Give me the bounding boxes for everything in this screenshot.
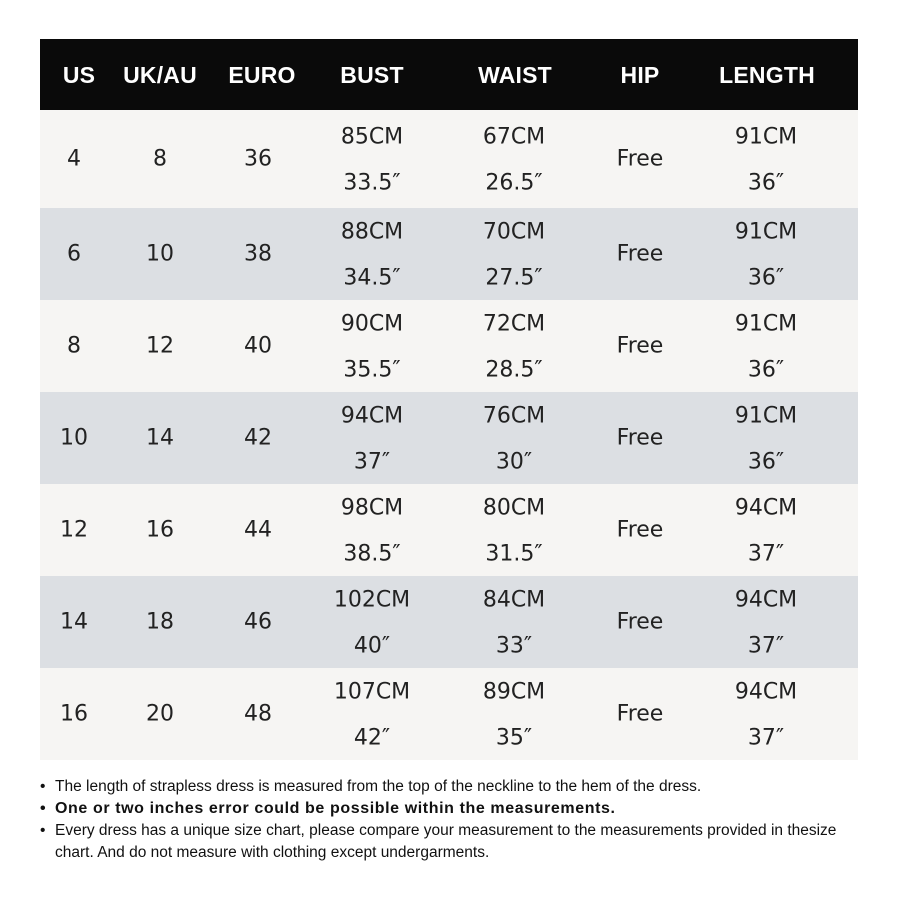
cell-euro: 48 bbox=[244, 701, 272, 727]
cell-length-in: 36″ bbox=[747, 357, 785, 383]
cell-length-in: 37″ bbox=[747, 633, 785, 659]
table-row bbox=[40, 110, 858, 208]
header-waist: WAIST bbox=[478, 62, 552, 88]
cell-length-cm: 94CM bbox=[734, 587, 798, 613]
cell-waist-cm: 89CM bbox=[482, 679, 546, 705]
cell-euro: 36 bbox=[244, 146, 272, 172]
cell-bust-cm: 98CM bbox=[340, 495, 404, 521]
cell-length-in: 36″ bbox=[747, 449, 785, 475]
cell-length-in: 37″ bbox=[747, 541, 785, 567]
cell-bust-in: 42″ bbox=[353, 725, 391, 751]
cell-euro: 42 bbox=[244, 425, 272, 451]
cell-bust-in: 37″ bbox=[353, 449, 391, 475]
cell-bust-cm: 94CM bbox=[340, 403, 404, 429]
cell-length-cm: 91CM bbox=[734, 403, 798, 429]
header-bust: BUST bbox=[340, 62, 404, 88]
cell-hip: Free bbox=[616, 517, 664, 543]
cell-bust-in: 35.5″ bbox=[343, 357, 401, 383]
cell-bust-in: 34.5″ bbox=[343, 265, 401, 291]
cell-hip: Free bbox=[616, 609, 664, 635]
note-item-emphasis bbox=[38, 798, 868, 820]
cell-euro: 46 bbox=[244, 609, 272, 635]
cell-bust-cm: 85CM bbox=[340, 124, 404, 150]
cell-hip: Free bbox=[616, 701, 664, 727]
note-text: The length of strapless dress is measured from the top of the neckline to the hem of the dress. bbox=[55, 778, 702, 795]
table-row bbox=[40, 392, 858, 484]
notes-list bbox=[38, 776, 868, 864]
bullet-icon: • bbox=[40, 778, 46, 795]
cell-bust-cm: 90CM bbox=[340, 311, 404, 337]
cell-euro: 40 bbox=[244, 333, 272, 359]
cell-uk-au: 10 bbox=[146, 241, 174, 267]
cell-bust-cm: 102CM bbox=[333, 587, 411, 613]
cell-length-in: 36″ bbox=[747, 265, 785, 291]
header-hip: HIP bbox=[620, 62, 660, 88]
cell-length-cm: 94CM bbox=[734, 495, 798, 521]
note-item bbox=[38, 820, 868, 864]
cell-bust-cm: 88CM bbox=[340, 219, 404, 245]
cell-hip: Free bbox=[616, 241, 664, 267]
header-length: LENGTH bbox=[719, 62, 815, 88]
cell-us: 8 bbox=[67, 333, 81, 359]
cell-bust-in: 40″ bbox=[353, 633, 391, 659]
cell-waist-cm: 72CM bbox=[482, 311, 546, 337]
cell-hip: Free bbox=[616, 146, 664, 172]
cell-uk-au: 14 bbox=[146, 425, 174, 451]
cell-us: 4 bbox=[67, 146, 81, 172]
cell-waist-in: 28.5″ bbox=[485, 357, 543, 383]
cell-waist-in: 26.5″ bbox=[485, 170, 543, 196]
cell-uk-au: 16 bbox=[146, 517, 174, 543]
table-row bbox=[40, 208, 858, 300]
table-body bbox=[40, 110, 858, 760]
bullet-icon: • bbox=[40, 822, 46, 839]
cell-uk-au: 18 bbox=[146, 609, 174, 635]
cell-length-in: 36″ bbox=[747, 170, 785, 196]
header-us: US bbox=[62, 62, 96, 88]
cell-euro: 38 bbox=[244, 241, 272, 267]
cell-us: 12 bbox=[60, 517, 88, 543]
cell-us: 10 bbox=[60, 425, 88, 451]
cell-length-in: 37″ bbox=[747, 725, 785, 751]
header-uk-au: UK/AU bbox=[123, 62, 197, 88]
cell-waist-cm: 80CM bbox=[482, 495, 546, 521]
table-header bbox=[40, 39, 858, 110]
table-row bbox=[40, 576, 858, 668]
cell-bust-in: 38.5″ bbox=[343, 541, 401, 567]
cell-bust-cm: 107CM bbox=[333, 679, 411, 705]
cell-hip: Free bbox=[616, 333, 664, 359]
cell-waist-in: 35″ bbox=[495, 725, 533, 751]
cell-waist-in: 27.5″ bbox=[485, 265, 543, 291]
table-row bbox=[40, 300, 858, 392]
note-item bbox=[38, 776, 868, 798]
cell-uk-au: 8 bbox=[153, 146, 167, 172]
bullet-icon: • bbox=[40, 800, 47, 817]
note-text: Every dress has a unique size chart, please compare your measurement to the measurements provided in thesize chart. And do not measure with clothing except undergarments. bbox=[55, 822, 837, 861]
cell-us: 16 bbox=[60, 701, 88, 727]
cell-length-cm: 94CM bbox=[734, 679, 798, 705]
table-row bbox=[40, 484, 858, 576]
cell-bust-in: 33.5″ bbox=[343, 170, 401, 196]
cell-us: 6 bbox=[67, 241, 81, 267]
table-row bbox=[40, 668, 858, 760]
cell-hip: Free bbox=[616, 425, 664, 451]
cell-length-cm: 91CM bbox=[734, 311, 798, 337]
cell-euro: 44 bbox=[244, 517, 272, 543]
size-chart-table bbox=[40, 39, 858, 760]
cell-waist-cm: 84CM bbox=[482, 587, 546, 613]
cell-waist-in: 31.5″ bbox=[485, 541, 543, 567]
cell-waist-cm: 67CM bbox=[482, 124, 546, 150]
cell-length-cm: 91CM bbox=[734, 219, 798, 245]
cell-uk-au: 12 bbox=[146, 333, 174, 359]
cell-waist-in: 33″ bbox=[495, 633, 533, 659]
cell-waist-cm: 70CM bbox=[482, 219, 546, 245]
cell-uk-au: 20 bbox=[146, 701, 174, 727]
cell-us: 14 bbox=[60, 609, 88, 635]
cell-waist-cm: 76CM bbox=[482, 403, 546, 429]
cell-length-cm: 91CM bbox=[734, 124, 798, 150]
note-text: One or two inches error could be possible within the measurements. bbox=[55, 800, 616, 817]
header-euro: EURO bbox=[228, 62, 296, 88]
cell-waist-in: 30″ bbox=[495, 449, 533, 475]
